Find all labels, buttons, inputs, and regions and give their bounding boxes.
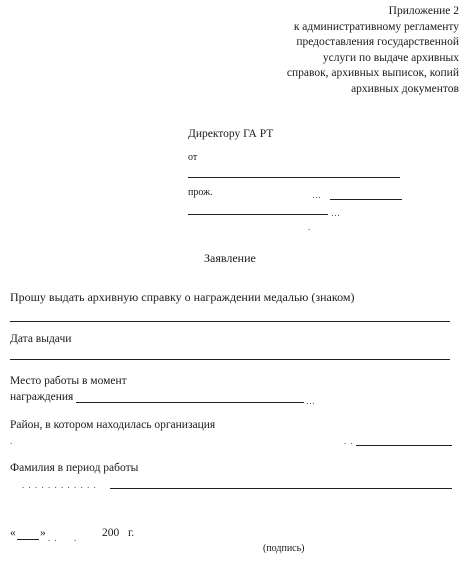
district-line[interactable]	[356, 445, 452, 446]
workplace-line[interactable]	[76, 402, 304, 403]
appendix-line: услуги по выдаче архивных	[322, 51, 459, 64]
issue-date-line[interactable]	[10, 359, 450, 360]
surname-dots: . . . . . . . . . . . .	[22, 480, 97, 490]
date-month-dots: . . .	[48, 533, 78, 543]
appendix-line: к административному регламенту	[293, 20, 459, 33]
date-year-suffix: г.	[128, 527, 135, 539]
appendix-header	[287, 4, 459, 97]
date-year: 200	[102, 527, 120, 539]
surname-label: Фамилия в период работы	[10, 462, 139, 474]
address-line[interactable]	[188, 214, 328, 215]
request-line[interactable]	[10, 321, 450, 322]
statement-title: Заявление	[204, 251, 256, 265]
date-open-quote: «	[10, 527, 16, 539]
district-label: Район, в котором находилась организация	[10, 419, 216, 431]
request-text: Прошу выдать архивную справку о награждении медалью (знаком)	[10, 290, 355, 304]
addressee-to: Директору ГА РТ	[188, 128, 274, 140]
district-dots-right: . .	[344, 436, 354, 446]
issue-date-label: Дата выдачи	[10, 333, 72, 345]
appendix-line: справок, архивных выписок, копий	[286, 67, 459, 79]
address-dots: …	[331, 208, 341, 218]
appendix-line: Приложение 2	[388, 5, 459, 17]
from-name-line[interactable]	[188, 177, 400, 178]
residence-label: прож.	[188, 187, 213, 198]
district-dots-left: .	[10, 436, 14, 446]
residence-dots: …	[312, 190, 322, 200]
appendix-line: предоставления государственной	[296, 36, 459, 48]
address-mark: .	[308, 222, 312, 232]
workplace-label-line2: награждения	[10, 391, 74, 403]
date-close-quote: »	[40, 527, 46, 539]
residence-line[interactable]	[330, 199, 402, 200]
surname-line[interactable]	[110, 488, 452, 489]
from-label: от	[188, 152, 198, 163]
workplace-dots: …	[306, 396, 316, 406]
appendix-line: архивных документов	[351, 82, 459, 95]
date-day-line[interactable]	[17, 539, 39, 540]
signature-label: (подпись)	[263, 543, 305, 554]
workplace-label-line1: Место работы в момент	[10, 375, 127, 387]
